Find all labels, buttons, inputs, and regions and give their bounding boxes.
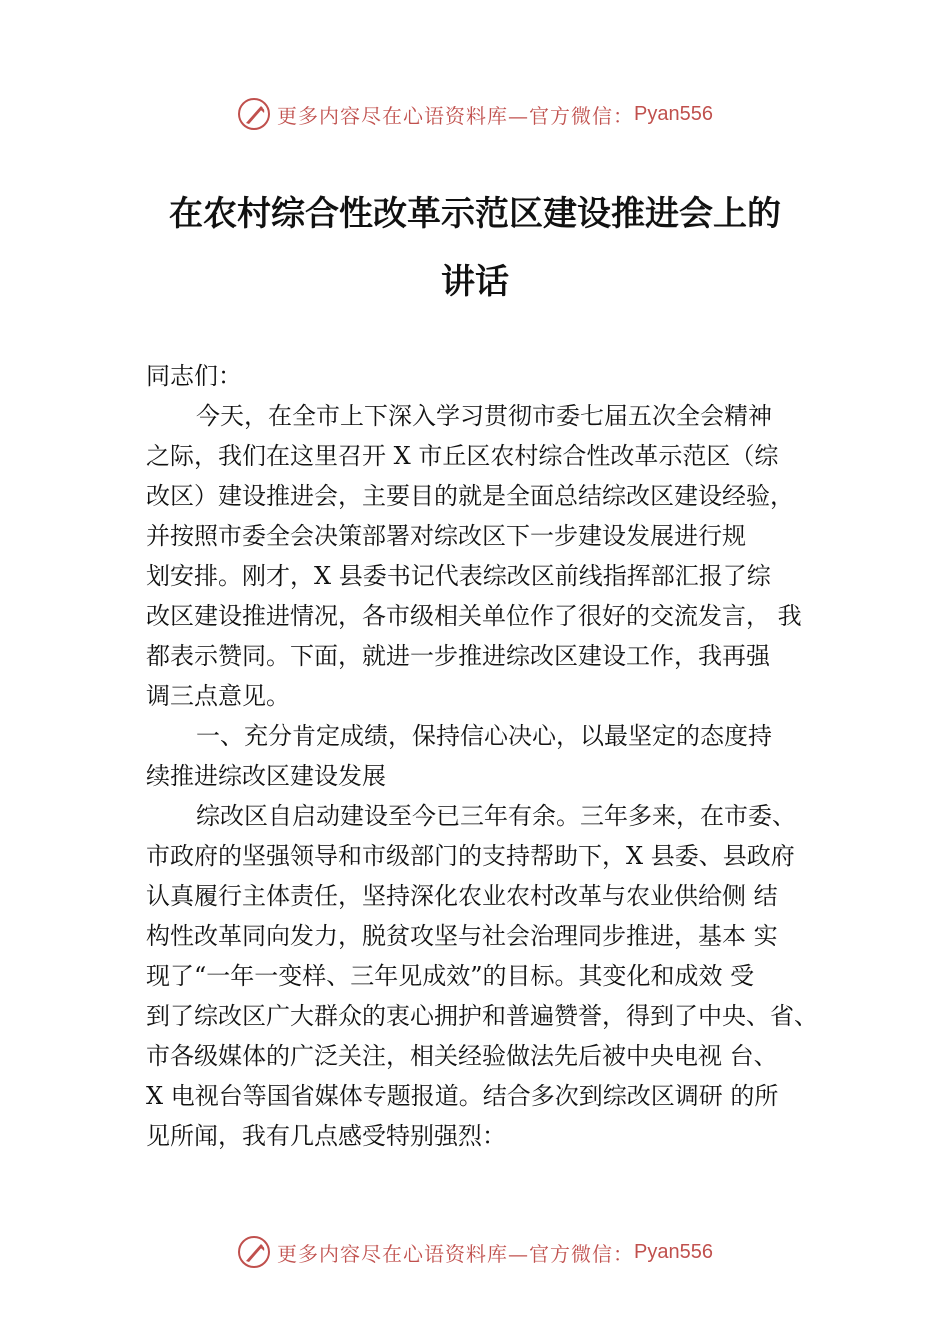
salutation: 同志们： [146, 362, 242, 390]
document-title-line-2: 讲话 [441, 262, 509, 302]
body-line: 构性改革同向发力，脱贫攻坚与社会治理同步推进，基本 实 [146, 922, 778, 950]
watermark-text: 更多内容尽在心语资料库—官方微信： [277, 1241, 635, 1266]
body-line: 现了“一年一变样、三年见成效”的目标。其变化和成效 受 [146, 962, 755, 990]
body-line: X 电视台等国省媒体专题报道。结合多次到综改区调研 的所 [146, 1082, 779, 1110]
footer-watermark [0, 1234, 950, 1270]
document-title-line-1: 在农村综合性改革示范区建设推进会上的 [169, 194, 781, 234]
watermark-text: 更多内容尽在心语资料库—官方微信： [277, 103, 635, 128]
body-line: 划安排。刚才，X 县委书记代表综改区前线指挥部汇报了综 [146, 562, 771, 590]
watermark-wechat-id: Pyan556 [634, 1240, 713, 1263]
body-line: 认真履行主体责任，坚持深化农业农村改革与农业供给侧 结 [146, 882, 778, 910]
body-line: 都表示赞同。下面，就进一步推进综改区建设工作，我再强 [146, 642, 770, 670]
body-line: 并按照市委全会决策部署对综改区下一步建设发展进行规 [146, 522, 746, 550]
section-heading-line: 一、充分肯定成绩，保持信心决心，以最坚定的态度持 [196, 722, 772, 750]
body-line: 综改区自启动建设至今已三年有余。三年多来，在市委、 [196, 802, 796, 830]
header-watermark [0, 96, 950, 132]
section-heading-line: 续推进综改区建设发展 [146, 762, 386, 790]
body-line: 之际，我们在这里召开 X 市丘区农村综合性改革示范区（综 [146, 442, 779, 470]
body-line: 市各级媒体的广泛关注，相关经验做法先后被中央电视 台、 [146, 1042, 778, 1070]
quill-logo-icon [237, 1235, 271, 1269]
body-line: 市政府的坚强领导和市级部门的支持帮助下，X 县委、县政府 [146, 842, 795, 870]
body-line: 到了综改区广大群众的衷心拥护和普遍赞誉，得到了中央、省、 [146, 1002, 818, 1030]
quill-logo-icon [237, 97, 271, 131]
body-line: 调三点意见。 [146, 682, 290, 710]
body-line: 改区）建设推进会，主要目的就是全面总结综改区建设经验， [146, 482, 794, 510]
body-line: 今天，在全市上下深入学习贯彻市委七届五次全会精神 [196, 402, 772, 430]
body-line: 见所闻，我有几点感受特别强烈： [146, 1122, 506, 1150]
body-line: 改区建设推进情况，各市级相关单位作了很好的交流发言， 我 [146, 602, 802, 630]
watermark-wechat-id: Pyan556 [634, 102, 713, 125]
